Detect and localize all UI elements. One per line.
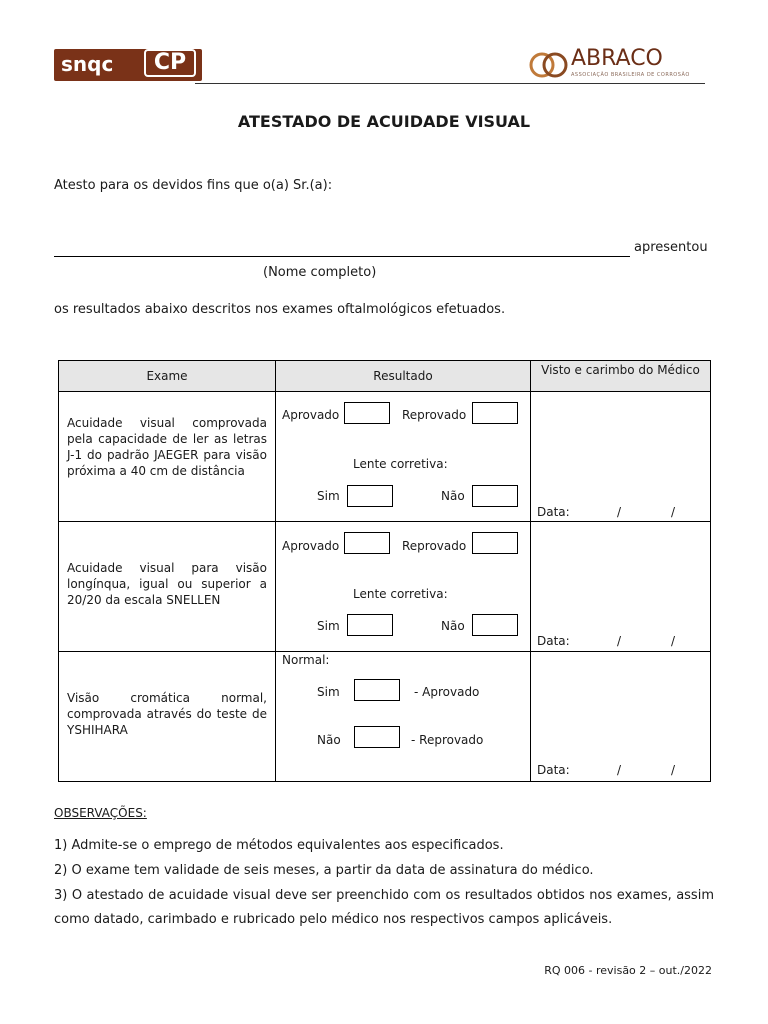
- date-slash: /: [671, 634, 676, 648]
- date-slash: /: [671, 763, 676, 777]
- date-slash: /: [617, 505, 622, 519]
- page-title: ATESTADO DE ACUIDADE VISUAL: [237, 112, 531, 131]
- exam-description: Acuidade visual para visão longínqua, igual ou superior a 20/20 da escala SNELLEN: [67, 561, 267, 607]
- color-yes-label: Sim: [317, 685, 340, 699]
- rejected-checkbox[interactable]: [472, 532, 518, 554]
- stamp-cell[interactable]: [531, 392, 711, 522]
- table-row: [59, 392, 711, 522]
- approved-label: Aprovado: [282, 539, 340, 553]
- snqc-cp-logo: [54, 49, 202, 81]
- abraco-rings-icon: [528, 50, 570, 80]
- exam-description: Visão cromática normal, comprovada através do teste de YSHIHARA: [67, 691, 267, 737]
- lens-label: Lente corretiva:: [353, 587, 448, 601]
- exam-description: Acuidade visual comprovada pela capacidade de ler as letras J-1 do padrão JAEGER para visão próxima a 40 cm de distância: [67, 416, 267, 478]
- rejected-checkbox[interactable]: [472, 402, 518, 424]
- rejected-label: Reprovado: [402, 408, 467, 422]
- table-row: [59, 652, 711, 782]
- observation-item: 3) O atestado de acuidade visual deve ser preenchido com os resultados obtidos nos exames, assim como datado, carimbado e rubricado pelo médico nos respectivos campos aplicáveis.: [54, 888, 714, 927]
- lens-no-label: Não: [441, 489, 465, 503]
- color-yes-checkbox[interactable]: [354, 679, 400, 701]
- name-fill-line[interactable]: [54, 256, 630, 257]
- abraco-subtitle: ASSOCIAÇÃO BRASILEIRA DE CORROSÃO: [571, 72, 690, 78]
- presented-text: apresentou: [634, 240, 708, 255]
- lens-no-label: Não: [441, 619, 465, 633]
- approved-label: Aprovado: [282, 408, 340, 422]
- color-yes-result: - Aprovado: [414, 685, 480, 699]
- exam-cell: [59, 392, 276, 522]
- date-slash: /: [617, 634, 622, 648]
- lens-label: Lente corretiva:: [353, 457, 448, 471]
- exam-table: [58, 360, 711, 782]
- document-revision: RQ 006 - revisão 2 – out./2022: [544, 964, 712, 977]
- header-result: Resultado: [276, 361, 531, 392]
- lens-yes-checkbox[interactable]: [347, 614, 393, 636]
- date-label: Data:: [537, 505, 570, 519]
- table-row: [59, 522, 711, 652]
- abraco-logo: [528, 46, 708, 84]
- normal-label: Normal:: [282, 653, 330, 667]
- logo-left-text: snqc: [61, 52, 114, 76]
- intro-text: Atesto para os devidos fins que o(a) Sr.(a):: [54, 178, 333, 193]
- stamp-cell[interactable]: [531, 522, 711, 652]
- result-cell: [276, 522, 531, 652]
- lens-no-checkbox[interactable]: [472, 614, 518, 636]
- observation-item: 1) Admite-se o emprego de métodos equivalentes aos especificados.: [54, 838, 504, 853]
- date-label: Data:: [537, 634, 570, 648]
- exam-cell: [59, 652, 276, 782]
- results-intro-text: os resultados abaixo descritos nos exames oftalmológicos efetuados.: [54, 302, 506, 317]
- header-exam: Exame: [59, 361, 276, 392]
- lens-yes-label: Sim: [317, 619, 340, 633]
- observations-title: OBSERVAÇÕES:: [54, 806, 147, 820]
- logo-left-cp: CP: [144, 49, 196, 77]
- abraco-name: ABRACO: [571, 46, 663, 71]
- result-cell: [276, 392, 531, 522]
- rejected-label: Reprovado: [402, 539, 467, 553]
- result-cell: [276, 652, 531, 782]
- approved-checkbox[interactable]: [344, 402, 390, 424]
- name-caption: (Nome completo): [263, 265, 377, 280]
- color-no-checkbox[interactable]: [354, 726, 400, 748]
- observation-item: 2) O exame tem validade de seis meses, a partir da data de assinatura do médico.: [54, 863, 594, 878]
- color-no-result: - Reprovado: [411, 733, 484, 747]
- lens-yes-label: Sim: [317, 489, 340, 503]
- lens-no-checkbox[interactable]: [472, 485, 518, 507]
- date-slash: /: [617, 763, 622, 777]
- table-header-row: [59, 361, 711, 392]
- stamp-cell[interactable]: [531, 652, 711, 782]
- date-slash: /: [671, 505, 676, 519]
- approved-checkbox[interactable]: [344, 532, 390, 554]
- exam-cell: [59, 522, 276, 652]
- date-label: Data:: [537, 763, 570, 777]
- color-no-label: Não: [317, 733, 341, 747]
- header-doctor-stamp: Visto e carimbo do Médico: [531, 361, 711, 392]
- lens-yes-checkbox[interactable]: [347, 485, 393, 507]
